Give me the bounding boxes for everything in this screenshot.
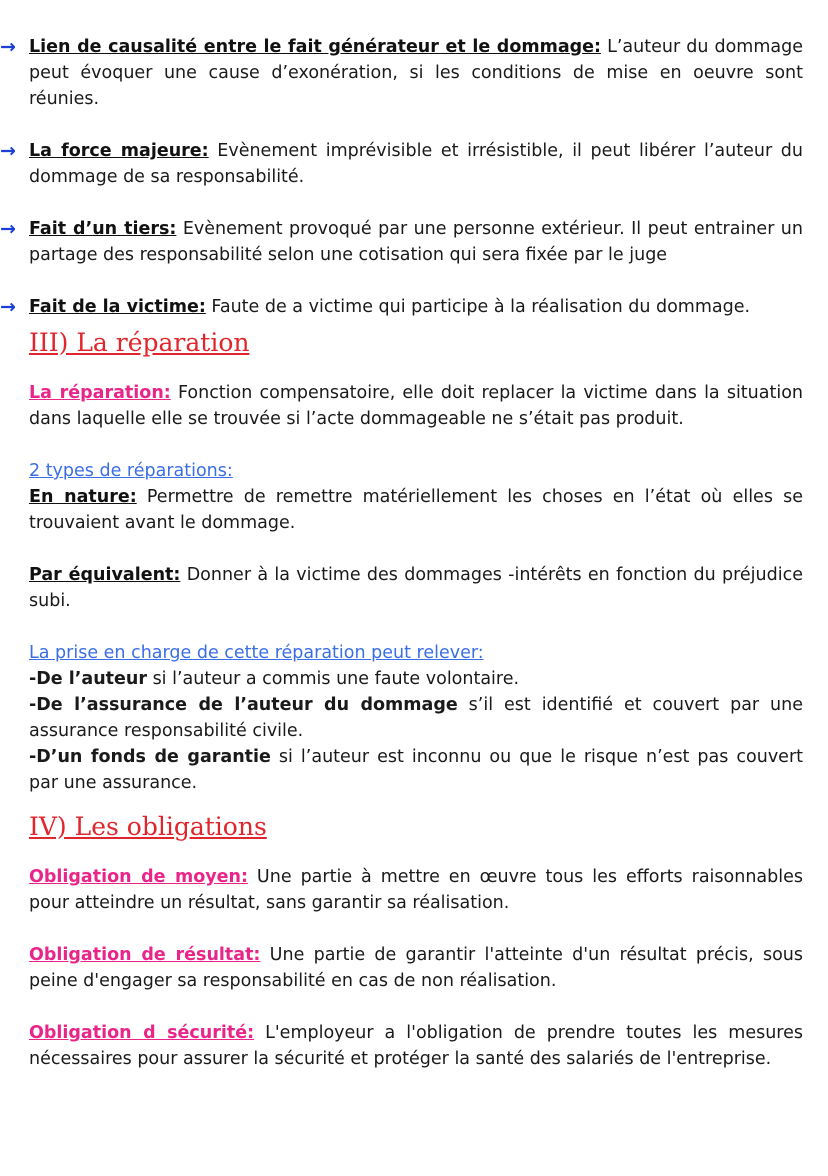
paragraph-fait-victime [0, 294, 803, 320]
term-obligation-resultat: Obligation de résultat: [29, 945, 261, 965]
paragraph-fait-tiers [0, 216, 803, 268]
text-fait-victime: Faute de a victime qui participe à la réalisation du dommage. [205, 297, 751, 317]
term-prise-en-charge: La prise en charge de cette réparation peut relever: [29, 643, 484, 663]
term-par-equivalent: Par équivalent: [29, 565, 181, 585]
arrow-icon: → [0, 36, 16, 58]
term-force-majeure: La force majeure: [29, 141, 209, 161]
prise-item-text: s’il est identifié et couvert par une assurance responsabilité civile. [29, 695, 803, 741]
text-reparation: Fonction compensatoire, elle doit replacer la victime dans la situation dans laquelle elle se trouvée si l’acte dommageable ne s’était pas produit. [29, 383, 804, 429]
term-fait-victime: Fait de la victime: [29, 297, 206, 317]
term-reparation: La réparation: [29, 383, 171, 403]
paragraph-reparation-definition [29, 380, 803, 432]
prise-item-text: si l’auteur a commis une faute volontaire. [147, 669, 520, 689]
term-obligation-securite: Obligation d sécurité: [29, 1023, 255, 1043]
paragraph-force-majeure [0, 138, 803, 190]
term-en-nature: En nature: [29, 487, 137, 507]
arrow-icon: → [0, 296, 16, 318]
text-force-majeure: Evènement imprévisible et irrésistible, il peut libérer l’auteur du dommage de sa responsabilité. [29, 141, 803, 187]
paragraph-par-equivalent [29, 562, 803, 614]
text-par-equivalent: Donner à la victime des dommages -intérêts en fonction du préjudice subi. [29, 565, 803, 611]
paragraph-en-nature [29, 484, 803, 536]
list-item-prise-fonds [29, 744, 803, 796]
paragraph-obligation-resultat [29, 942, 803, 994]
list-item-prise-assurance [29, 692, 803, 744]
arrow-icon: → [0, 218, 16, 240]
paragraph-causalite [0, 34, 803, 112]
text-en-nature: Permettre de remettre matériellement les choses en l’état où elles se trouvaient avant le dommage. [29, 487, 803, 533]
text-obligation-resultat: Une partie de garantir l'atteinte d'un résultat précis, sous peine d'engager sa responsabilité en cas de non réalisation. [29, 945, 803, 991]
text-obligation-securite: L'employeur a l'obligation de prendre toutes les mesures nécessaires pour assurer la sécurité et protéger la santé des salariés de l'entreprise. [29, 1023, 803, 1069]
text-causalite: L’auteur du dommage peut évoquer une cause d’exonération, si les conditions de mise en oeuvre sont réunies. [29, 37, 803, 109]
arrow-icon: → [0, 140, 16, 162]
section-title-reparation: III) La réparation [29, 328, 250, 357]
heading-prise-en-charge [29, 640, 803, 666]
term-types-reparations: 2 types de réparations: [29, 461, 233, 481]
text-fait-tiers: Evènement provoqué par une personne extérieur. Il peut entrainer un partage des responsabilité selon une cotisation qui sera fixée par le juge [29, 219, 803, 265]
section-title-obligations: IV) Les obligations [29, 812, 267, 841]
term-fait-tiers: Fait d’un tiers: [29, 219, 177, 239]
prise-item-bold: -De l’assurance de l’auteur du dommage [29, 695, 458, 715]
prise-item-bold: -De l’auteur [29, 669, 147, 689]
term-obligation-moyen: Obligation de moyen: [29, 867, 248, 887]
paragraph-obligation-moyen [29, 864, 803, 916]
text-obligation-moyen: Une partie à mettre en œuvre tous les efforts raisonnables pour atteindre un résultat, sans garantir sa réalisation. [29, 867, 804, 913]
paragraph-obligation-securite [29, 1020, 803, 1072]
term-causalite: Lien de causalité entre le fait générateur et le dommage: [29, 37, 602, 57]
prise-item-text: si l’auteur est inconnu ou que le risque n’est pas couvert par une assurance. [29, 747, 803, 793]
list-item-prise-auteur [29, 666, 803, 692]
prise-item-bold: -D’un fonds de garantie [29, 747, 271, 767]
heading-types-reparations [29, 458, 803, 484]
